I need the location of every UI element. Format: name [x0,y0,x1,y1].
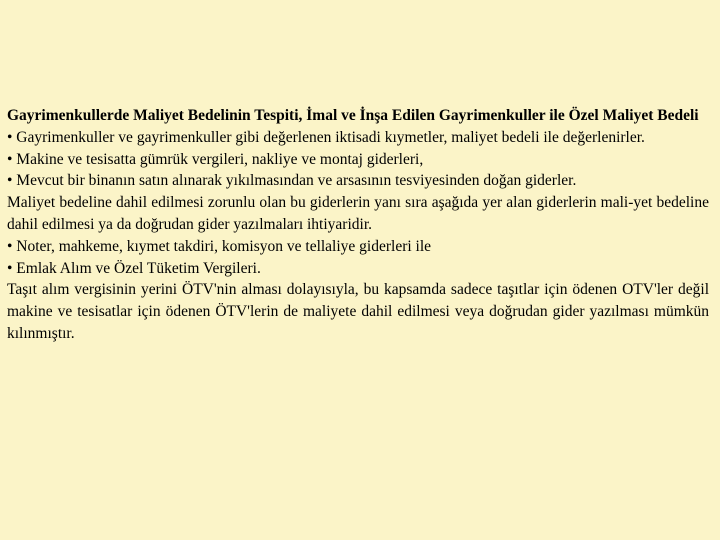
bullet-makine-tesisat: • Makine ve tesisatta gümrük vergileri, nakliye ve montaj giderleri, [7,150,424,168]
bullet-emlak-otv: • Emlak Alım ve Özel Tüketim Vergileri. [7,259,261,277]
slide-content [7,105,709,345]
bullet-bina-yikim: • Mevcut bir binanın satın alınarak yıkılmasından ve arsasının tesviyesinden doğan giderler. [7,172,577,190]
bullet-noter-giderleri: • Noter, mahkeme, kıymet takdiri, komisyon ve tellaliye giderleri ile [7,237,432,255]
slide-title: Gayrimenkullerde Maliyet Bedelinin Tespiti, İmal ve İnşa Edilen Gayrimenkuller ile Özel Maliyet Bedeli [7,107,699,124]
bullet-maliyet-bedeli: • Gayrimenkuller ve gayrimenkuller gibi değerlenen iktisadi kıymetler, maliyet bedeli ile değerlenirler. [7,128,645,146]
paragraph-otv-aciklama: Taşıt alım vergisinin yerini ÖTV'nin alması dolayısıyla, bu kapsamda sadece taşıtlar için ödenen OTV'ler değil makine ve tesisatlar için ödenen ÖTV'lerin de maliyete dahil edilmesi veya doğrudan gider yazılması mümkün kılınmıştır. [7,281,709,342]
paragraph-ihtiyari-giderler: Maliyet bedeline dahil edilmesi zorunlu olan bu giderlerin yanı sıra aşağıda yer alan giderlerin mali-yet bedeline dahil edilmesi ya da doğrudan gider yazılmaları ihtiyaridir. [7,194,709,233]
